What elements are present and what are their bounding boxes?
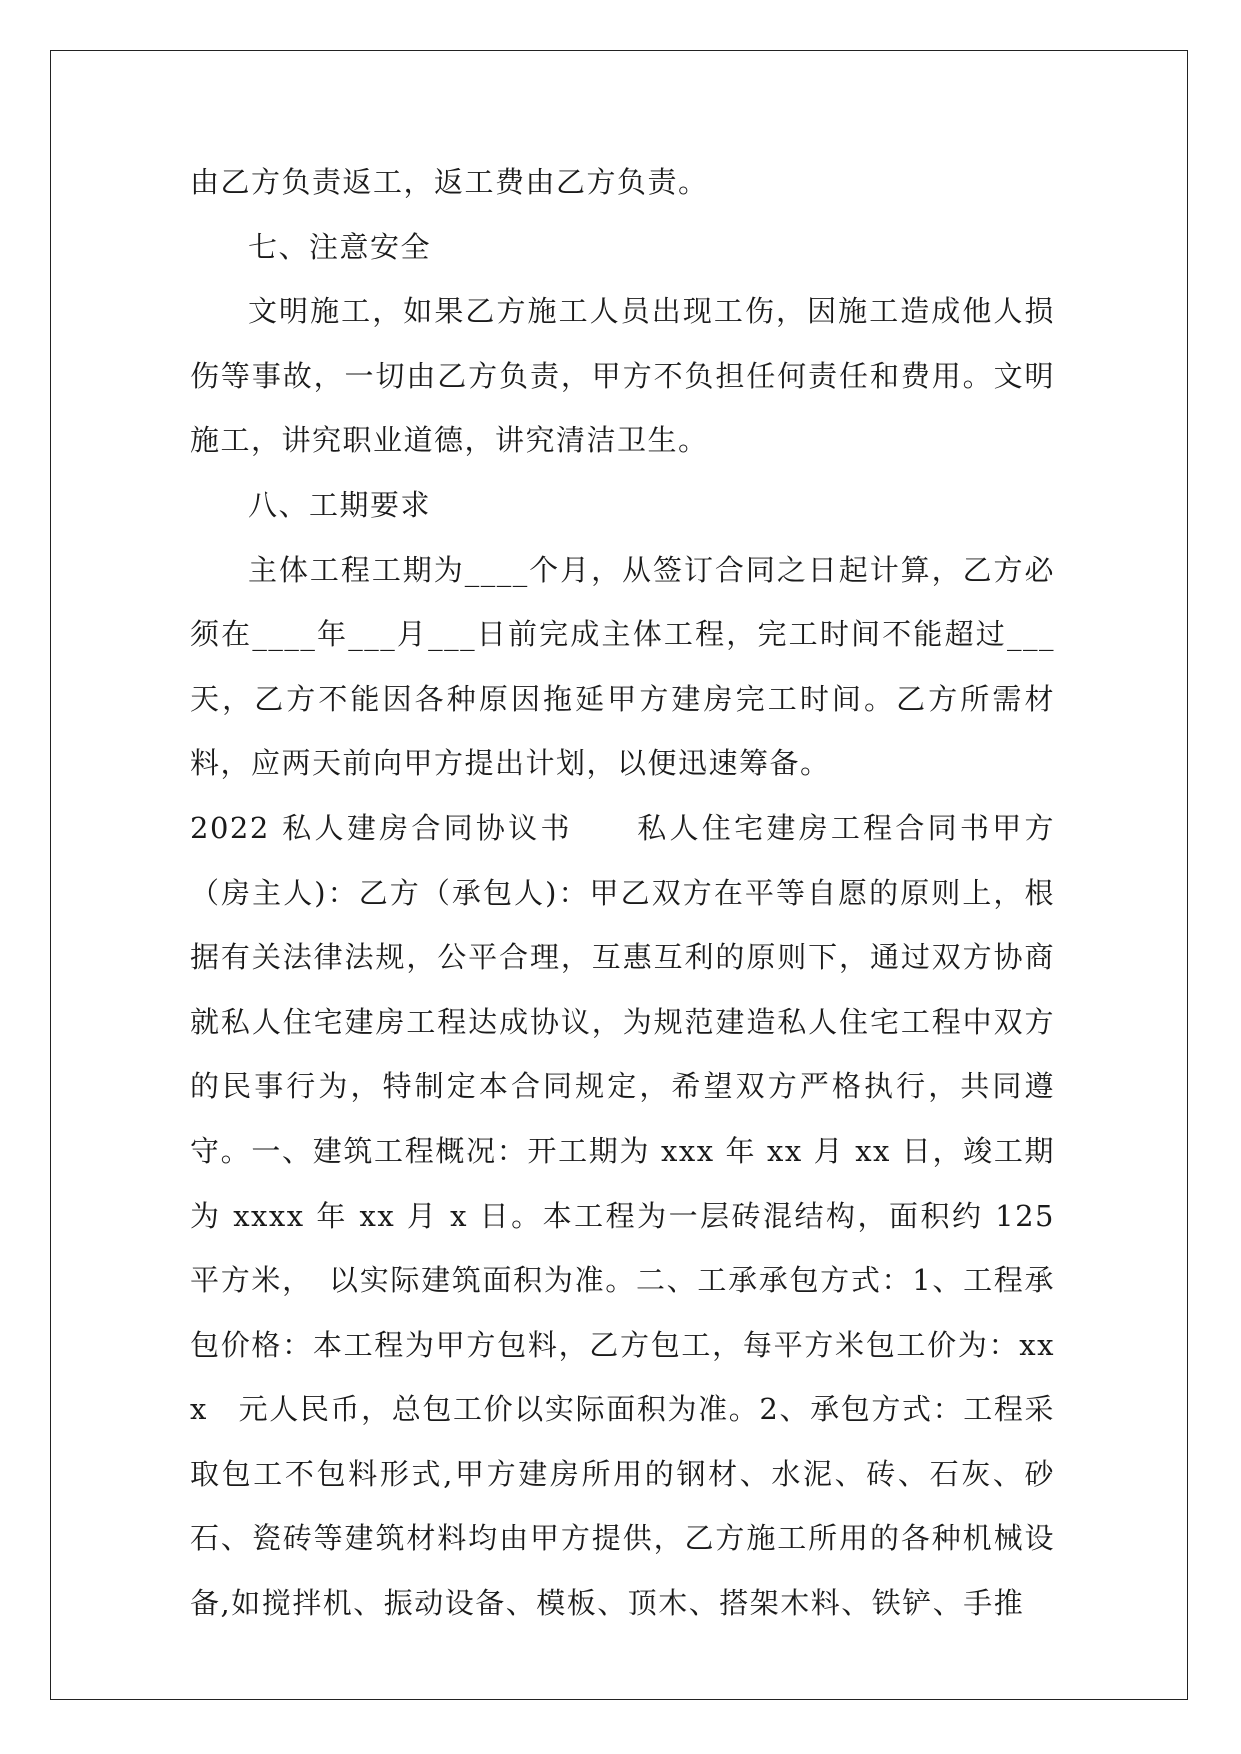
paragraph-safety: 文明施工，如果乙方施工人员出现工伤，因施工造成他人损伤等事故，一切由乙方负责，甲方不负担任何责任和费用。文明施工，讲究职业道德，讲究清洁卫生。: [190, 294, 1055, 458]
document-body: [190, 150, 1055, 1636]
paragraph-schedule: 主体工程工期为____个月，从签订合同之日起计算，乙方必须在____年___月___日前完成主体工程，完工时间不能超过___天，乙方不能因各种原因拖延甲方建房完工时间。乙方所需材料，应两天前向甲方提出计划，以便迅速筹备。: [190, 552, 1055, 781]
heading-schedule: 八、工期要求: [248, 487, 432, 522]
heading-safety: 七、注意安全: [248, 229, 432, 264]
paragraph-rework-cost: 由乙方负责返工，返工费由乙方负责。: [190, 165, 709, 199]
paragraph-contract-body: 2022 私人建房合同协议书 私人住宅建房工程合同书甲方（房主人)：乙方（承包人)：甲乙双方在平等自愿的原则上，根据有关法律法规，公平合理，互惠互利的原则下，通过双方协商就私人住宅建房工程达成协议，为规范建造私人住宅工程中双方的民事行为，特制定本合同规定，希望双方严格执行，共同遵守。一、建筑工程概况：开工期为 xxx 年 xx 月 xx 日，竣工期为 xxxx 年 xx 月 x 日。本工程为一层砖混结构，面积约 125 平方米， 以实际建筑面积为准。二、工承承包方式：1、工程承包价格：本工程为甲方包料，乙方包工，每平方米包工价为：xxx 元人民币，总包工价以实际面积为准。2、承包方式：工程采取包工不包料形式,甲方建房所用的钢材、水泥、砖、石灰、砂石、瓷砖等建筑材料均由甲方提供，乙方施工所用的各种机械设备,如搅拌机、振动设备、模板、顶木、搭架木料、铁铲、手推: [190, 810, 1055, 1621]
